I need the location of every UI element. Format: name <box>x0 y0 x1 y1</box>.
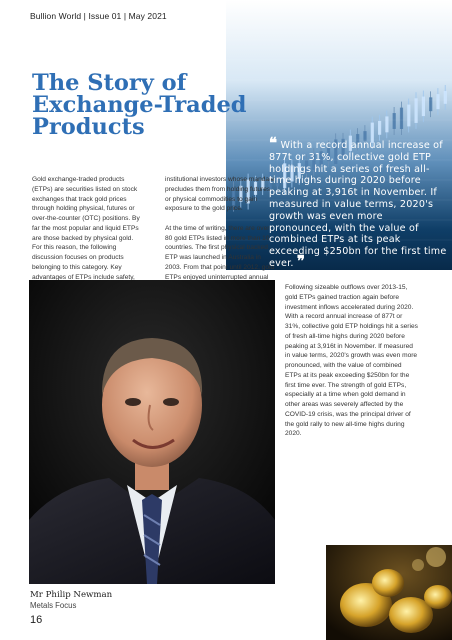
candle-body <box>429 97 432 111</box>
body-paragraph: Gold exchange-traded products (ETPs) are securities listed on stock exchanges that track gold prices through holding physical, futures or over-the-counter (OTC) positions. By far the most popular and liquid ETPs are those backed by physical gold. For this reason, the following discussion focuses on products belonging to this category. Key advantages of ETPs include safety, <box>32 176 140 281</box>
candle-body <box>378 121 381 135</box>
portrait-photo <box>29 280 275 584</box>
title-line: Products <box>32 114 145 140</box>
photo-caption-name: Mr Philip Newman <box>30 590 113 600</box>
close-quote-mark: ❞ <box>296 251 306 270</box>
article-title <box>32 72 252 138</box>
open-quote-mark: ❝ <box>269 134 278 152</box>
portrait-illustration <box>29 280 275 584</box>
pull-quote <box>269 134 447 270</box>
body-column-3 <box>285 283 418 439</box>
candle-body <box>415 98 418 123</box>
page-number: 16 <box>30 614 43 626</box>
candle-body <box>400 108 403 129</box>
candle-body <box>444 91 447 104</box>
candle-body <box>385 116 388 132</box>
title-line: The Story of <box>32 70 187 96</box>
candle-body <box>407 105 410 127</box>
body-paragraph: institutional investors whose mandate precludes them from holding futures or physical commodities to gain exposure to the gold price. <box>165 176 275 213</box>
masthead: Bullion World | Issue 01 | May 2021 <box>30 11 167 21</box>
title-line: Exchange-Traded <box>32 92 247 118</box>
candle-body <box>393 113 396 129</box>
photo-caption-organization: Metals Focus <box>30 601 77 610</box>
pull-quote-text: With a record annual increase of 877t or 31%, collective gold ETP holdings hit a series of fresh all-time highs during 2020 before peaking at 3,916t in November. If measured in value terms, 2020's growth was even more pronounced, with the value of combined ETPs at its peak exceeding $250bn for the first time ever. <box>269 140 447 269</box>
body-paragraph: At the time of writing, there are over 80 gold ETPs listed in more than 10 countries. The first physical backed ETP was launched in Australia in 2003. From that point until 2012, gold ETPs enjoyed uninterrupted annual <box>165 224 275 281</box>
gold-coins-photo <box>326 545 452 640</box>
body-paragraph: Following sizeable outflows over 2013-15, gold ETPs gained traction again before investment inflows accelerated during 2020. With a record annual increase of 877t or 31%, collective gold ETP holdings hit a series of fresh all-time highs during 2020 before peaking at 3,916t in November. If measured in value terms, 2020's growth was even more pronounced, with the value of combined ETPs at its peak exceeding $250bn for the first time ever. The strength of gold ETPs, especially at a time when gold demand in other areas was severely affected by the COVID-19 crisis, was the principal driver of the gold rally to new all-time highs during 2020. <box>285 284 418 438</box>
gold-coins-illustration <box>326 545 452 640</box>
candle-body <box>436 94 439 109</box>
